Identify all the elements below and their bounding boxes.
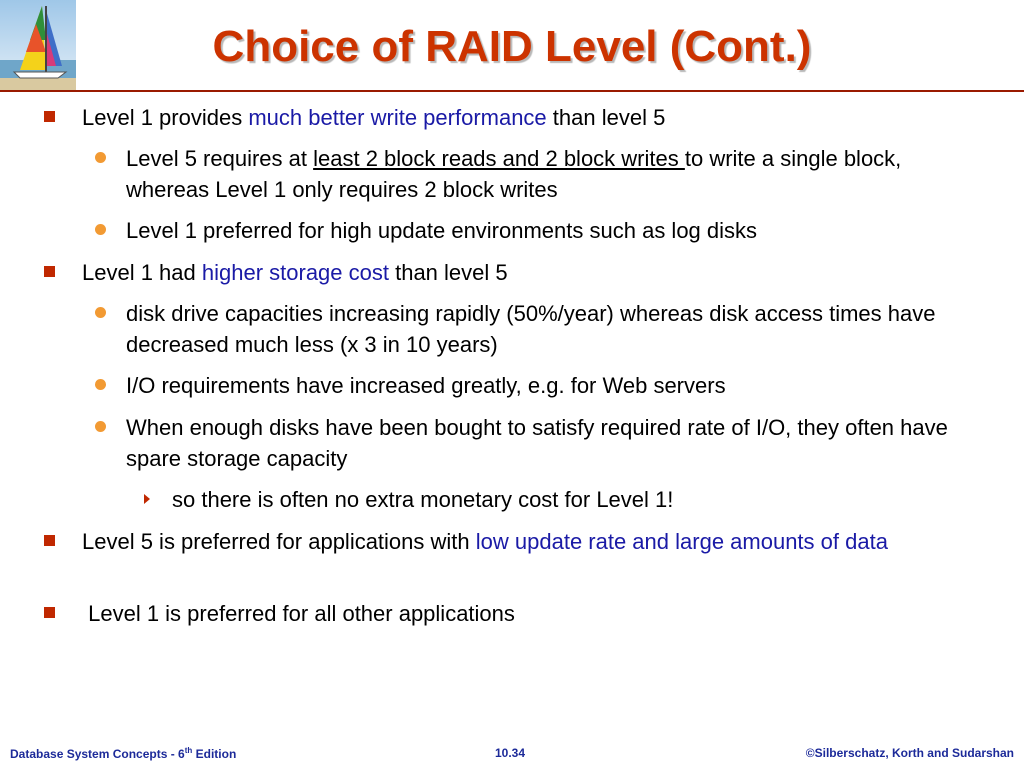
arrow-bullet-icon	[144, 494, 150, 504]
text: Level 5 is preferred for applications with	[82, 529, 476, 554]
bullet-no-extra-cost: so there is often no extra monetary cost for Level 1!	[172, 487, 674, 512]
bullet-spare-capacity: When enough disks have been bought to satisfy required rate of I/O, they often have spare storage capacity	[126, 415, 948, 471]
slide-title: Choice of RAID Level (Cont.)	[212, 22, 812, 71]
bullet-level1-write	[82, 102, 982, 133]
text: than level 5	[388, 260, 508, 285]
text: Level 5 requires at	[126, 146, 314, 171]
bullet-disk-capacities: disk drive capacities increasing rapidly (50%/year) whereas disk access times have decreased much less (x 3 in 10 years)	[126, 301, 936, 357]
footer-superscript: th	[184, 746, 193, 755]
bullet-storage-cost	[82, 257, 982, 288]
bullet-level5-reads	[126, 143, 976, 205]
square-bullet-icon	[44, 535, 55, 546]
dot-bullet-icon	[95, 224, 106, 235]
footer-copyright: ©Silberschatz, Korth and Sudarshan	[805, 746, 1014, 760]
text: to write a single block, whereas Level 1 only requires 2 block writes	[126, 146, 902, 202]
square-bullet-icon	[44, 111, 55, 122]
bullet-io-requirements: I/O requirements have increased greatly, e.g. for Web servers	[126, 373, 726, 398]
bullet-log-disks: Level 1 preferred for high update environments such as log disks	[126, 218, 758, 243]
dot-bullet-icon	[95, 307, 106, 318]
bullet-level1-preferred: Level 1 is preferred for all other applications	[82, 601, 515, 626]
footer-book-title	[10, 746, 236, 761]
text: Level 1 provides	[82, 105, 249, 130]
title-divider	[0, 90, 1024, 92]
footer-text: Edition	[192, 747, 237, 761]
highlight-text: higher storage cost	[201, 260, 389, 285]
bullet-level5-preferred	[82, 526, 982, 557]
text: than level 5	[546, 105, 666, 130]
dot-bullet-icon	[95, 421, 106, 432]
highlight-text: low update rate and large amounts of data	[475, 529, 888, 554]
footer-text: Database System Concepts - 6	[10, 747, 185, 761]
square-bullet-icon	[44, 607, 55, 618]
dot-bullet-icon	[95, 152, 106, 163]
dot-bullet-icon	[95, 379, 106, 390]
underlined-text: least 2 block reads and 2 block writes	[313, 146, 685, 171]
highlight-text: much better write performance	[248, 105, 547, 130]
text: Level 1 had	[82, 260, 202, 285]
square-bullet-icon	[44, 266, 55, 277]
slide-number: 10.34	[495, 746, 526, 760]
